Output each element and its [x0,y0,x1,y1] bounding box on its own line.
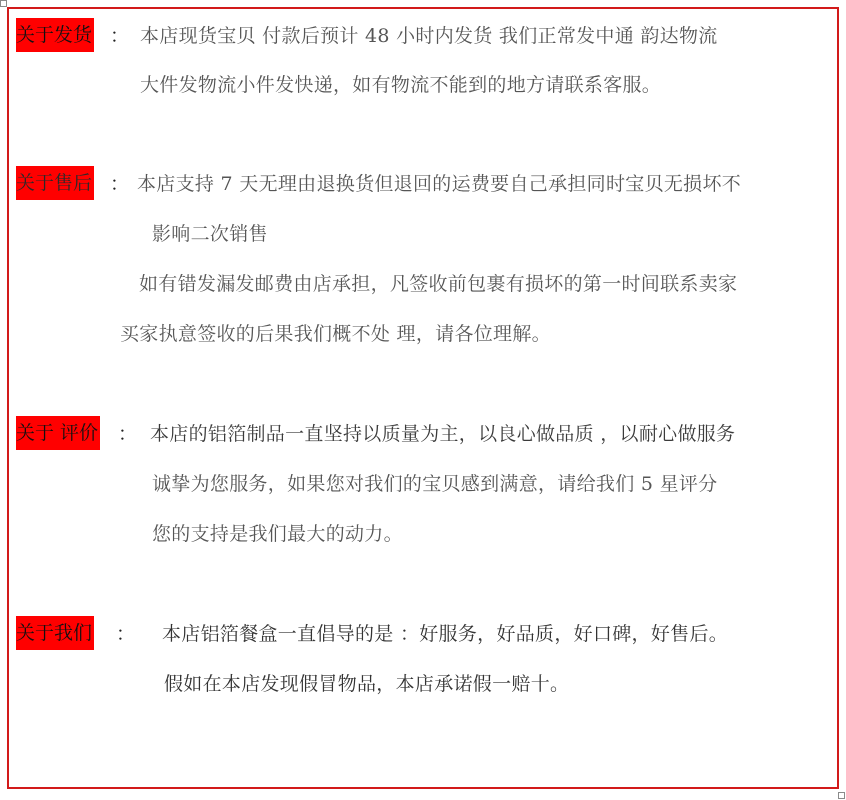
section-colon: ： [118,423,138,445]
section-colon: ： [116,623,136,645]
text-line: 假如在本店发现假冒物品，本店承诺假一赔十。 [164,673,570,695]
corner-handle-top-left[interactable] [0,0,7,7]
section-heading-shipping: 关于发货 [16,18,94,52]
section-colon: ： [110,25,130,47]
section-heading-reviews: 关于 评价 [16,416,100,450]
text-line: 买家执意签收的后果我们概不处 理，请各位理解。 [120,323,551,345]
text-line: 本店铝箔餐盒一直倡导的是 ：好服务，好品质，好口碑，好售后。 [162,623,729,645]
text-line: 如有错发漏发邮费由店承担，凡签收前包裹有损坏的第一时间联系卖家 [139,273,738,295]
text-line: 本店的铝箔制品一直坚持以质量为主，以良心做品质 ，以耐心做服务 [150,423,736,445]
section-colon: ： [110,173,130,195]
section-heading-about-us: 关于我们 [16,616,94,650]
text-line: 诚挚为您服务，如果您对我们的宝贝感到满意，请给我们 5 星评分 [152,473,718,495]
text-line: 您的支持是我们最大的动力。 [152,523,403,545]
text-line: 本店支持 7 天无理由退换货但退回的运费要自己承担同时宝贝无损坏不 [137,173,742,195]
text-line: 大件发物流小件发快递，如有物流不能到的地方请联系客服。 [140,74,662,96]
text-line: 本店现货宝贝 付款后预计 48 小时内发货 我们正常发中通 韵达物流 [140,25,718,47]
text-line: 影响二次销售 [152,223,268,245]
section-heading-after-sales: 关于售后 [16,166,94,200]
corner-handle-bottom-right[interactable] [838,792,845,799]
